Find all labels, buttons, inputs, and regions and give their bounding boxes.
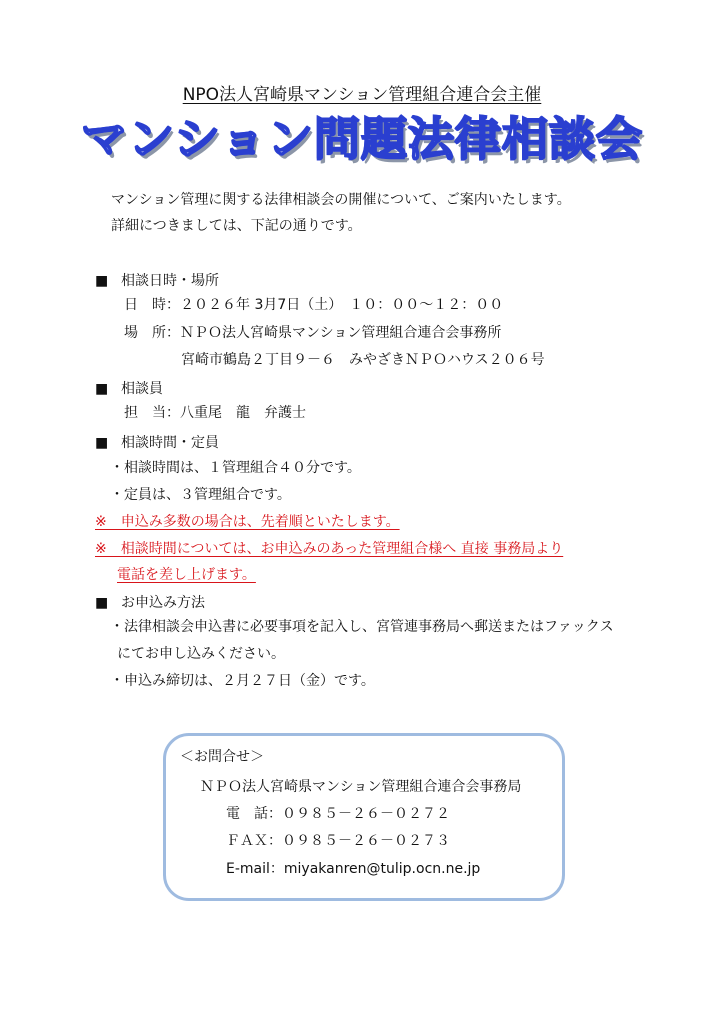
apply-item-2: ・申込み締切は、２月２７日（金）です。 [110,673,375,689]
bullet-square-icon: ■ [95,435,109,451]
note-1: ※ 申込み多数の場合は、先着順といたします。 [95,514,400,530]
time-item-2: ・定員は、３管理組合です。 [110,487,291,503]
contact-org: ＮＰＯ法人宮崎県マンション管理組合連合会事務局 [200,779,522,795]
apply-item-1: ・法律相談会申込書に必要事項を記入し、宮管連事務局へ郵送またはファックス [110,619,614,635]
note-2-continued: 電話を差し上げます。 [117,567,256,583]
bullet-square-icon: ■ [95,273,109,289]
section-time-heading [95,432,219,452]
section-staff-label: 相談員 [121,381,163,397]
date-line [124,293,503,317]
bullet-square-icon: ■ [95,381,109,397]
bullet-square-icon: ■ [95,595,109,611]
time-item-1: ・相談時間は、１管理組合４０分です。 [110,460,361,476]
intro-line-1: マンション管理に関する法律相談会の開催について、ご案内いたします。 [111,192,571,208]
date-label: 日 時： [124,297,180,313]
section-datetime-heading [95,270,219,290]
place-line [124,321,501,345]
contact-heading: ＜お問合せ＞ [180,749,264,765]
apply-item-1-continued: にてお申し込みください。 [117,646,285,662]
organizer-line: NPO法人宮崎県マンション管理組合連合会主催 [182,85,542,105]
date-value: ２０２６年 3月7日（土） １０：００～１２：００ [180,297,504,313]
place-label: 場 所： [124,325,180,341]
staff-line: 担 当：八重尾 龍 弁護士 [124,405,306,421]
section-apply-label: お申込み方法 [121,595,205,611]
contact-tel: 電 話：０９８５－２６－０２７２ [226,806,450,822]
section-datetime-label: 相談日時・場所 [121,273,219,289]
page-title: マンション問題法律相談会 [81,112,643,166]
address-line: 宮崎市鶴島２丁目９－６ みやざきＮＰＯハウス２０６号 [181,352,545,368]
note-2: ※ 相談時間については、お申込みのあった管理組合様へ 直接 事務局より [95,541,564,557]
place-value: ＮＰＯ法人宮崎県マンション管理組合連合会事務所 [180,325,502,341]
section-staff-heading [95,378,163,398]
intro-line-2: 詳細につきましては、下記の通りです。 [111,218,362,234]
contact-fax: ＦＡＸ：０９８５－２６－０２７３ [226,833,450,849]
section-time-label: 相談時間・定員 [121,435,219,451]
contact-email: E-mail：miyakanren@tulip.ocn.ne.jp [226,861,481,877]
section-apply-heading [95,592,205,612]
